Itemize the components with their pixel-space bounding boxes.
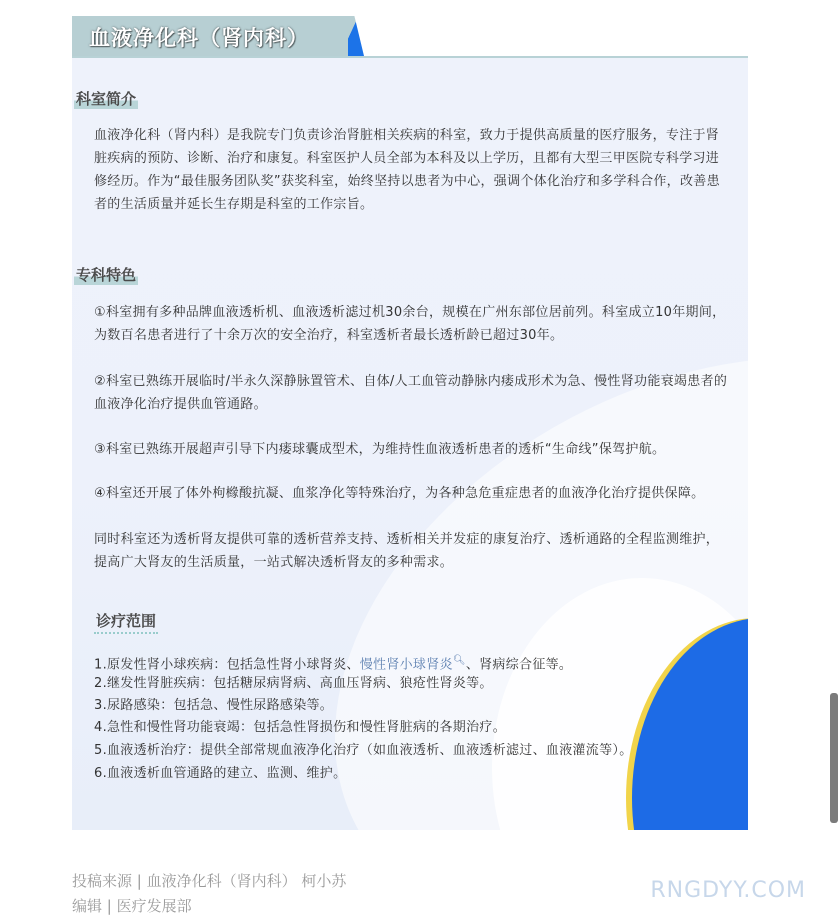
scope-heading: 诊疗范围 [94, 610, 158, 634]
features-heading: 专科特色 [76, 266, 137, 284]
content-panel [72, 58, 748, 830]
site-watermark: RNGDYY.COM [650, 878, 806, 903]
feature-closing: 同时科室还为透析肾友提供可靠的透析营养支持、透析相关并发症的康复治疗、透析通路的全程监测维护，提高广大肾友的生活质量，一站式解决透析肾友的多种需求。 [94, 532, 720, 570]
scope-item-4: 4.急性和慢性肾功能衰竭：包括急性肾损伤和慢性肾脏病的各期治疗。 [94, 720, 507, 735]
scope-item-1-suffix: 、肾病综合征等。 [465, 657, 573, 673]
feature-item-2: ②科室已熟练开展临时/半永久深静脉置管术、自体/人工血管动静脉内瘘成形术为急、慢性肾功能衰竭患者的血液净化治疗提供血管通路。 [94, 374, 728, 412]
intro-text [94, 124, 730, 216]
scope-item-3: 3.尿路感染：包括急、慢性尿路感染等。 [94, 698, 334, 713]
feature-item-4: ④科室还开展了体外枸橼酸抗凝、血浆净化等特殊治疗，为各种急危重症患者的血液净化治疗提供保障。 [94, 486, 705, 501]
scope-item-1-prefix: 1.原发性肾小球疾病：包括急性肾小球肾炎、 [94, 657, 360, 673]
intro-paragraph: 血液净化科（肾内科）是我院专门负责诊治肾脏相关疾病的科室，致力于提供高质量的医疗服务，专注于肾脏疾病的预防、诊断、治疗和康复。科室医护人员全部为本科及以上学历，且都有大型三甲医院专科学习进修经历。作为“最佳服务团队奖”获奖科室，始终坚持以患者为中心，强调个体化治疗和多学科合作，改善患者的生活质量并延长生存期是科室的工作宗旨。 [94, 128, 720, 212]
banner-accent [348, 16, 364, 56]
source-credit: 投稿来源 | 血液净化科（肾内科） 柯小苏 [72, 872, 347, 890]
editor-credit: 编辑 | 医疗发展部 [72, 897, 192, 915]
feature-item-1: ①科室拥有多种品牌血液透析机、血液透析滤过机30余台，规模在广州东部位居前列。科室成立10年期间，为数百名患者进行了十余万次的安全治疗，科室透析者最长透析龄已超过30年。 [94, 305, 726, 343]
search-icon[interactable]: 🔍︎ [452, 655, 466, 666]
feature-item-3: ③科室已熟练开展超声引导下内瘘球囊成型术，为维持性血液透析患者的透析“生命线”保驾护航。 [94, 442, 666, 457]
page-scrollbar[interactable] [830, 693, 838, 823]
page-title: 血液净化科（肾内科） [89, 26, 309, 50]
chronic-glomerulonephritis-link[interactable]: 慢性肾小球肾炎 [359, 657, 453, 673]
article-page [72, 0, 748, 917]
scope-item-2: 2.继发性肾脏疾病：包括糖尿病肾病、高血压肾病、狼疮性肾炎等。 [94, 676, 493, 691]
scope-item-5: 5.血液透析治疗：提供全部常规血液净化治疗（如血液透析、血液透析滤过、血液灌流等）。 [94, 743, 633, 758]
department-banner [72, 16, 748, 58]
scope-item-6: 6.血液透析血管通路的建立、监测、维护。 [94, 766, 347, 781]
intro-heading: 科室简介 [76, 90, 137, 108]
